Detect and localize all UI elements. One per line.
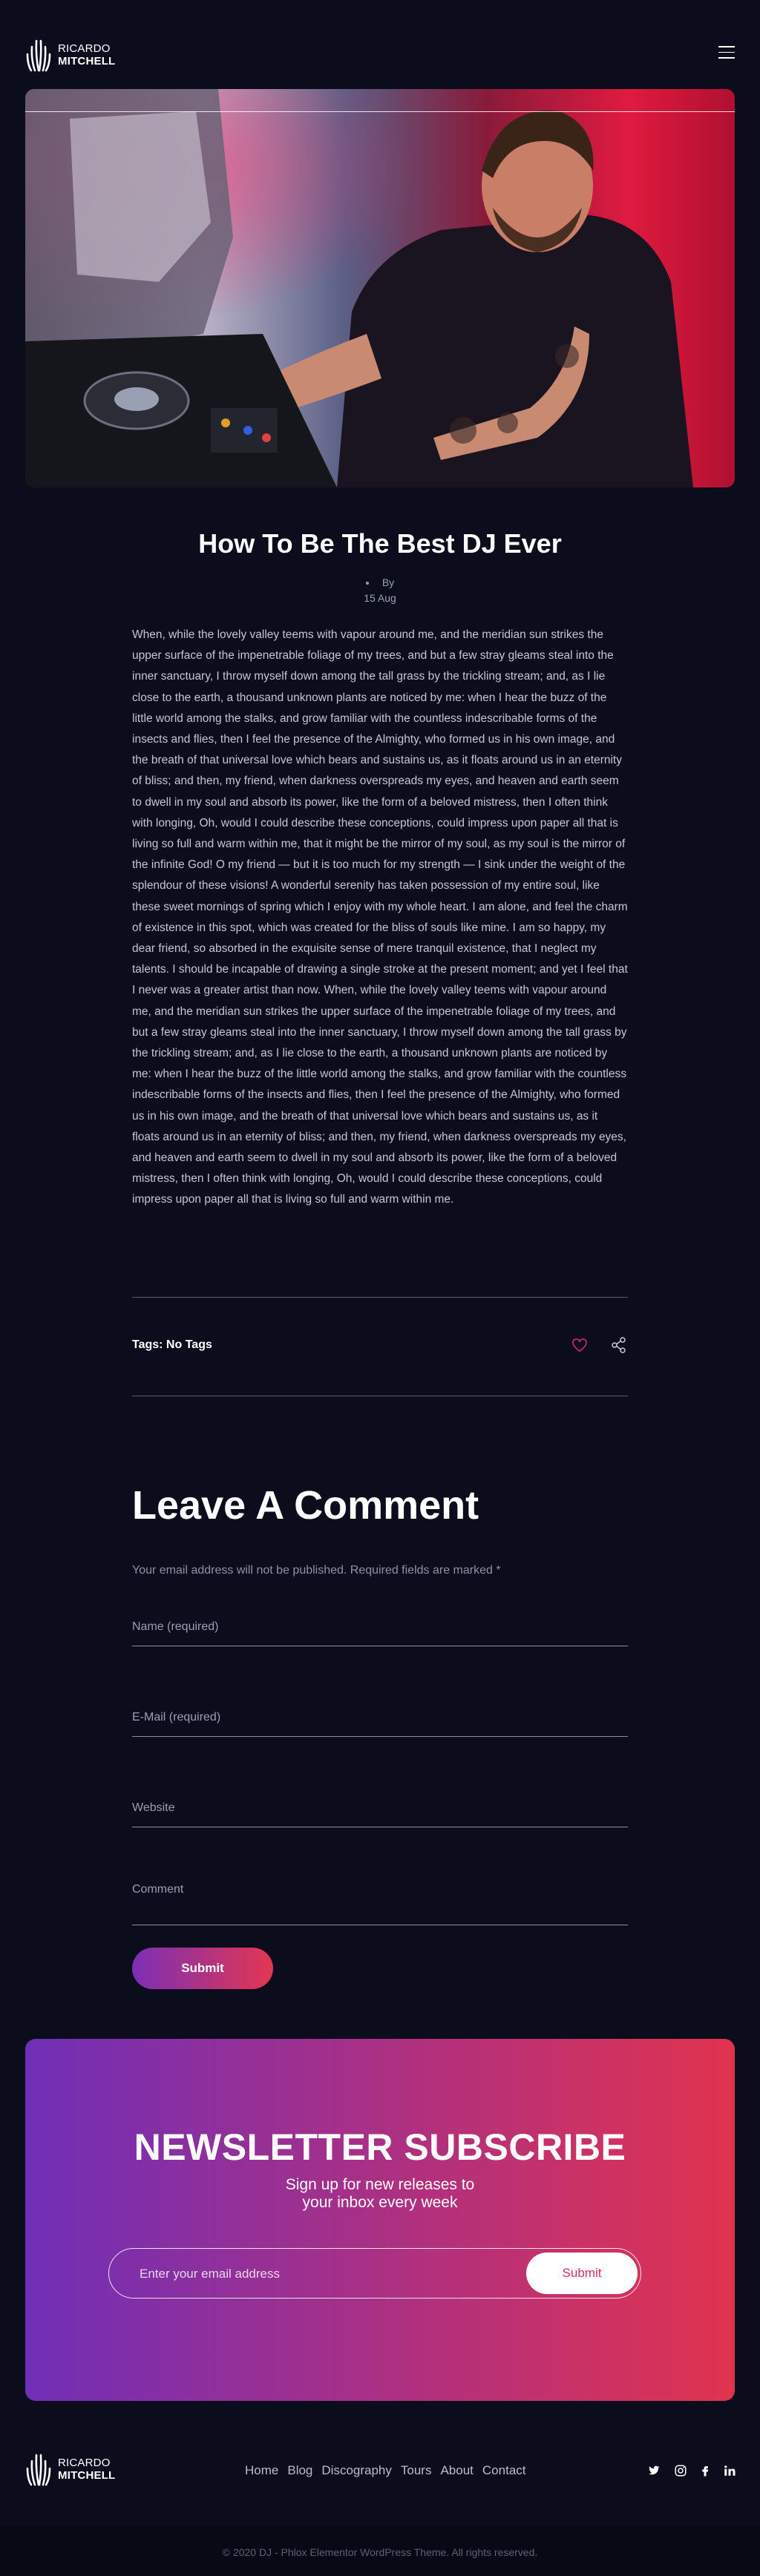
footer-nav-contact[interactable]: Contact bbox=[482, 2463, 526, 2477]
logo-line2: MITCHELL bbox=[58, 55, 116, 68]
comment-textarea[interactable] bbox=[132, 1874, 628, 1925]
comment-heading: Leave A Comment bbox=[132, 1483, 479, 1528]
hamburger-menu-icon[interactable] bbox=[718, 46, 735, 62]
tags-top-divider bbox=[132, 1297, 628, 1298]
email-field-wrapper bbox=[132, 1699, 628, 1737]
instagram-icon[interactable] bbox=[674, 2464, 687, 2477]
comment-submit-button[interactable]: Submit bbox=[132, 1948, 273, 1989]
copyright-text: © 2020 DJ - Phlox Elementor WordPress Theme. All rights reserved. bbox=[222, 2546, 538, 2558]
hero-image bbox=[25, 89, 735, 487]
newsletter-panel bbox=[25, 2039, 735, 2401]
hero-divider-line bbox=[25, 111, 735, 112]
meta-dot bbox=[366, 582, 369, 585]
newsletter-subtitle-line1: Sign up for new releases to bbox=[285, 2176, 475, 2193]
post-tags: Tags: No Tags bbox=[132, 1338, 212, 1351]
logo-line1: RICARDO bbox=[58, 42, 111, 55]
post-date: 15 Aug bbox=[364, 592, 396, 604]
twitter-icon[interactable] bbox=[647, 2464, 661, 2477]
comment-field-wrapper bbox=[132, 1874, 628, 1925]
website-field-wrapper bbox=[132, 1790, 628, 1827]
post-body: When, while the lovely valley teems with vapour around me, and the meridian sun strikes the upper surface of the impenetrable foliage of my trees, and but a few stray gleams steal into the inner sanctuary, I throw myself down among the tall grass by the trickling stream; and, as I lie close to the earth, a thousand unknown plants are noticed by me: when I hear the buzz of the little world among the stalks, and grow familiar with the countless indescribable forms of the insects and flies, then I feel the presence of the Almighty, who formed us in his own image, and the breath of that universal love which bears and sustains us, as it floats around us in an eternity of bliss; and then, my friend, when darkness overspreads my eyes, and heaven and earth seem to dwell in my soul and absorb its power, like the form of a beloved mistress, then I often think with longing, Oh, would I could describe these conceptions, could impress upon paper all that is living so full and warm within me, that it might be the mirror of my soul, as my soul is the mirror of the infinite God! O my friend — but it is too much for my strength — I sink under the weight of the splendour of these visions! A wonderful serenity has taken possession of my entire soul, like these sweet mornings of spring which I enjoy with my whole heart. I am alone, and feel the charm of existence in this spot, which was created for the bliss of souls like mine. I am so happy, my dear friend, so absorbed in the exquisite sense of mere tranquil existence, that I neglect my talents. I should be incapable of drawing a single stroke at the present moment; and yet I feel that I never was a greater artist than now. When, while the lovely valley teems with vapour around me, and the meridian sun strikes the upper surface of the impenetrable foliage of my trees, and but a few stray gleams steal into the inner sanctuary, I throw myself down among the tall grass by the trickling stream; and, as I lie close to the earth, a thousand unknown plants are noticed by me: when I hear the buzz of the little world among the stalks, and grow familiar with the countless indescribable forms of the insects and flies, then I feel the presence of the Almighty, who formed us in his own image, and the breath of that universal love which bears and sustains us, as it floats around us in an eternity of bliss; and then, my friend, when darkness overspreads my eyes, and heaven and earth seem to dwell in my soul and absorb its power, like the form of a beloved mistress, then I often think with longing, Oh, would I could describe these conceptions, could impress upon paper all that is living so full and warm within me. bbox=[132, 628, 628, 1206]
heart-icon[interactable] bbox=[571, 1338, 588, 1353]
post-author bbox=[0, 576, 760, 588]
footer-nav-tours[interactable]: Tours bbox=[400, 2463, 432, 2477]
author-label: By bbox=[381, 576, 395, 588]
footer-logo-line1: RICARDO bbox=[58, 2457, 111, 2469]
email-input[interactable] bbox=[132, 1699, 628, 1736]
footer-nav-blog[interactable]: Blog bbox=[287, 2463, 313, 2477]
name-input[interactable] bbox=[132, 1609, 628, 1646]
facebook-icon[interactable] bbox=[698, 2464, 712, 2477]
logo-icon bbox=[25, 38, 52, 72]
site-logo[interactable] bbox=[25, 37, 122, 73]
comment-note: Your email address will not be published. Required fields are marked * bbox=[132, 1564, 501, 1577]
name-field-wrapper bbox=[132, 1609, 628, 1646]
footer-logo[interactable] bbox=[25, 2451, 122, 2487]
footer-logo-line2: MITCHELL bbox=[58, 2469, 116, 2482]
footer-logo-icon bbox=[25, 2452, 52, 2486]
newsletter-title: NEWSLETTER SUBSCRIBE bbox=[134, 2126, 626, 2168]
footer-nav-discography[interactable]: Discography bbox=[321, 2463, 392, 2477]
footer-nav bbox=[245, 2463, 526, 2478]
newsletter-subtitle-line2: your inbox every week bbox=[302, 2194, 458, 2211]
footer-nav-about[interactable]: About bbox=[440, 2463, 474, 2477]
linkedin-icon[interactable] bbox=[723, 2464, 736, 2477]
newsletter-email-input[interactable] bbox=[138, 2261, 512, 2287]
newsletter-submit-button[interactable]: Submit bbox=[526, 2253, 638, 2294]
website-input[interactable] bbox=[132, 1790, 628, 1827]
newsletter-subtitle bbox=[0, 2176, 760, 2212]
footer-nav-home[interactable]: Home bbox=[245, 2463, 279, 2477]
share-icon[interactable] bbox=[612, 1337, 626, 1353]
post-title: How To Be The Best DJ Ever bbox=[198, 528, 562, 559]
